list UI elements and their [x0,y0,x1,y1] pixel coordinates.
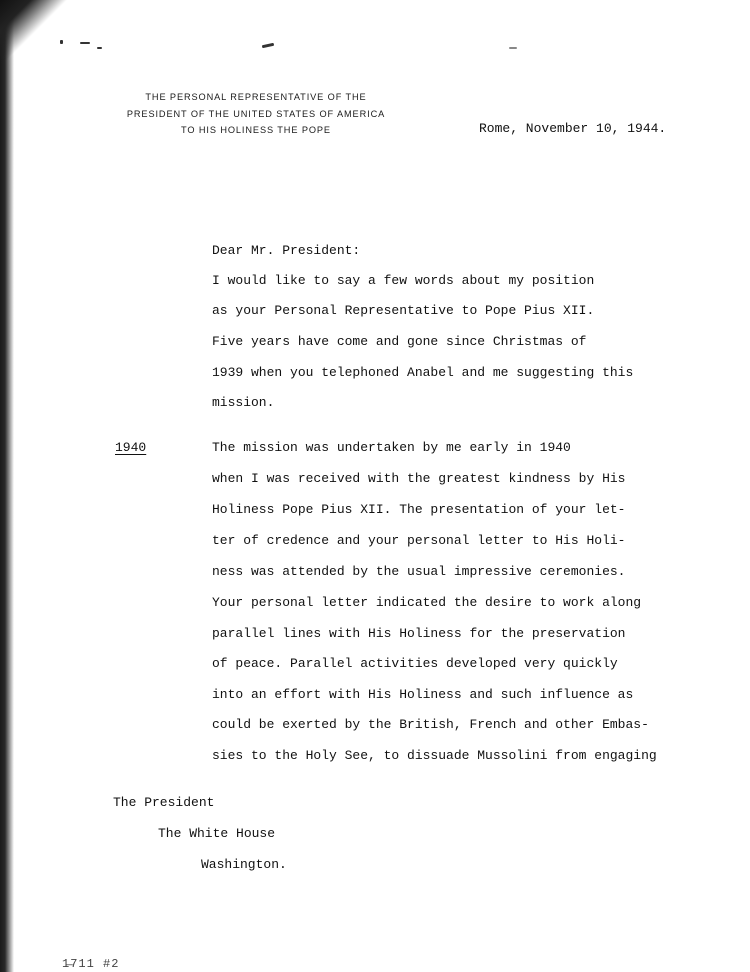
scan-speck [80,42,90,44]
address-line-3: Washington. [201,857,287,872]
body-line: could be exerted by the British, French and other Embas- [212,717,649,732]
scan-speck [97,47,102,49]
body-line: of peace. Parallel activities developed very quickly [212,656,618,671]
body-line: parallel lines with His Holiness for the preservation [212,626,626,641]
body-line: mission. [212,395,275,410]
body-line: into an effort with His Holiness and such influence as [212,687,634,702]
body-line: when I was received with the greatest kindness by His [212,471,626,486]
letterhead-line-3: TO HIS HOLINESS THE POPE [181,125,331,135]
scan-speck [509,47,517,49]
body-line: Your personal letter indicated the desire to work along [212,595,642,610]
scan-corner-shadow [0,0,70,70]
body-line: sies to the Holy See, to dissuade Mussolini from engaging [212,748,657,763]
body-line: Five years have come and gone since Christmas of [212,334,587,349]
letterhead-line-2: PRESIDENT OF THE UNITED STATES OF AMERICA [126,108,386,119]
address-line-1: The President [113,795,215,810]
body-line: ness was attended by the usual impressive ceremonies. [212,564,626,579]
scan-speck [262,43,274,48]
file-mark: 1̶711 #2 [62,957,120,971]
body-line: I would like to say a few words about my position [212,273,595,288]
body-line: ter of credence and your personal letter to His Holi- [212,533,626,548]
body-line: The mission was undertaken by me early in 1940 [212,440,571,455]
salutation: Dear Mr. President: [212,243,361,258]
body-line: as your Personal Representative to Pope Pius XII. [212,303,595,318]
letter-date: Rome, November 10, 1944. [479,121,667,136]
letterhead-line-1: THE PERSONAL REPRESENTATIVE OF THE [145,92,367,102]
body-line: Holiness Pope Pius XII. The presentation of your let- [212,502,626,517]
letterhead [96,89,416,139]
body-line: 1939 when you telephoned Anabel and me suggesting this [212,365,634,380]
scan-edge-shadow [0,0,14,972]
margin-note-year: 1940 [115,440,147,455]
address-line-2: The White House [158,826,276,841]
scan-speck [60,40,63,44]
